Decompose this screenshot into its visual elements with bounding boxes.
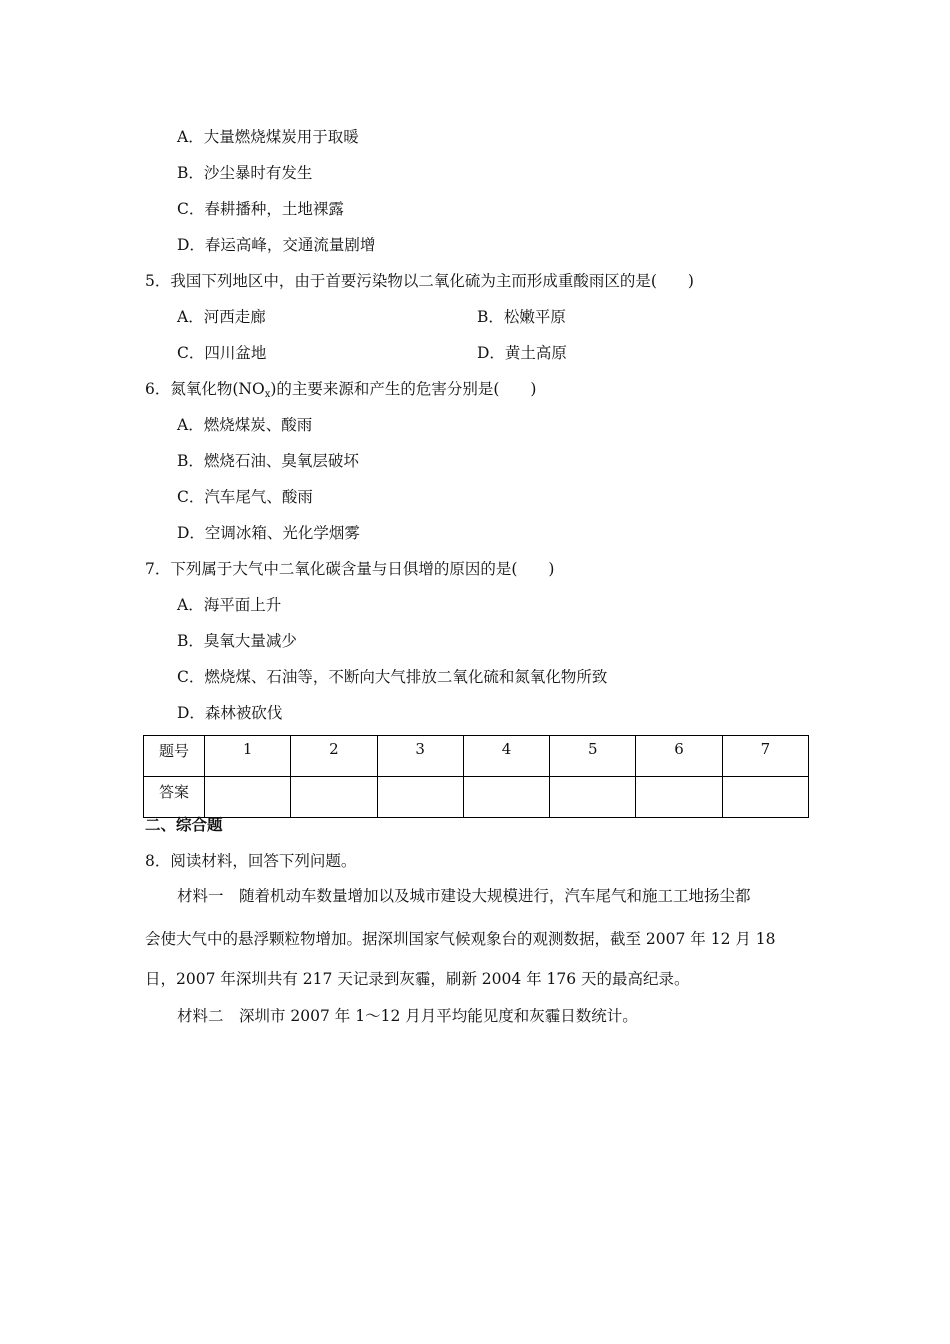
question-number-cell: 6 — [636, 736, 722, 777]
material1-line-3: 日，2007 年深圳共有 217 天记录到灰霾，刷新 2004 年 176 天的最高纪录。 — [145, 970, 690, 988]
answer-table — [143, 735, 809, 818]
question-number-cell: 3 — [377, 736, 463, 777]
question-number-cell: 7 — [722, 736, 808, 777]
question-number-header: 题号 — [144, 736, 205, 777]
q4-option-b: B．沙尘暴时有发生 — [177, 164, 313, 182]
table-row — [144, 777, 809, 818]
answer-header: 答案 — [144, 777, 205, 818]
answer-cell[interactable] — [377, 777, 463, 818]
answer-cell[interactable] — [463, 777, 549, 818]
section-heading: 二、综合题 — [145, 815, 223, 834]
q7-option-a: A．海平面上升 — [177, 596, 282, 614]
q6-stem-pre: 6．氮氧化物(NO — [145, 380, 265, 398]
material1-line-1: 材料一 随着机动车数量增加以及城市建设大规模进行，汽车尾气和施工工地扬尘都 — [177, 887, 751, 905]
q5-option-d: D．黄土高原 — [477, 344, 567, 362]
q6-option-b: B．燃烧石油、臭氧层破坏 — [177, 452, 359, 470]
material2-line: 材料二 深圳市 2007 年 1～12 月月平均能见度和灰霾日数统计。 — [177, 1007, 638, 1025]
q7-option-b: B．臭氧大量减少 — [177, 632, 297, 650]
q6-option-d: D．空调冰箱、光化学烟雾 — [177, 524, 360, 542]
q7-option-c: C．燃烧煤、石油等，不断向大气排放二氧化硫和氮氧化物所致 — [177, 668, 608, 686]
q4-option-c: C．春耕播种，土地裸露 — [177, 200, 344, 218]
q8-stem: 8．阅读材料，回答下列问题。 — [145, 852, 357, 870]
q5-option-b: B．松嫩平原 — [477, 308, 566, 326]
question-number-cell: 5 — [550, 736, 636, 777]
q7-option-d: D．森林被砍伐 — [177, 704, 283, 722]
material1-line-2: 会使大气中的悬浮颗粒物增加。据深圳国家气候观象台的观测数据，截至 2007 年 12 月 18 — [145, 930, 776, 948]
answer-cell[interactable] — [722, 777, 808, 818]
q6-stem-subscript: x — [264, 389, 271, 400]
q6-option-a: A．燃烧煤炭、酸雨 — [177, 416, 313, 434]
answer-cell[interactable] — [636, 777, 722, 818]
q5-option-a: A．河西走廊 — [177, 308, 266, 326]
answer-cell[interactable] — [550, 777, 636, 818]
q5-option-c: C．四川盆地 — [177, 344, 267, 362]
question-number-cell: 4 — [463, 736, 549, 777]
q5-stem: 5．我国下列地区中，由于首要污染物以二氧化硫为主而形成重酸雨区的是( ) — [145, 272, 694, 290]
q7-stem: 7．下列属于大气中二氧化碳含量与日俱增的原因的是( ) — [145, 560, 555, 578]
question-number-cell: 2 — [291, 736, 377, 777]
q4-option-a: A．大量燃烧煤炭用于取暖 — [177, 128, 359, 146]
question-number-cell: 1 — [205, 736, 291, 777]
answer-cell[interactable] — [291, 777, 377, 818]
q6-option-c: C．汽车尾气、酸雨 — [177, 488, 313, 506]
table-row — [144, 736, 809, 777]
q4-option-d: D．春运高峰，交通流量剧增 — [177, 236, 376, 254]
q6-stem — [145, 379, 536, 405]
q6-stem-post: )的主要来源和产生的危害分别是( ) — [270, 380, 537, 398]
answer-cell[interactable] — [205, 777, 291, 818]
